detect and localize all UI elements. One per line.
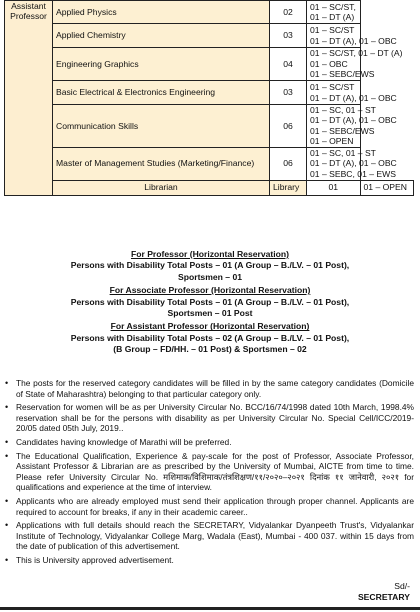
assistant-line-1: Persons with Disability Total Posts – 02 (A Group – B./LV. – 01 Post),	[70, 332, 350, 343]
secretary-title: SECRETARY	[357, 592, 410, 602]
table-row	[5, 81, 414, 105]
reservation-line: 01 – SEBC, 01 – EWS	[310, 168, 396, 179]
reservation-line: 01 – DT (A), 01 – OBC	[310, 35, 397, 46]
table-row	[5, 147, 414, 180]
professor-line-1: Persons with Disability Total Posts – 01 (A Group – B./LV. – 01 Post),	[70, 260, 350, 271]
bullet-icon: •	[5, 436, 9, 447]
bullet-icon: •	[5, 402, 9, 413]
posts-table	[4, 0, 414, 196]
reservation-cell	[307, 147, 397, 180]
note-text: Applications with full details should reach the SECRETARY, Vidyalankar Dyanpeeth Trust's, Vidyalankar Institute of Technology, Vidyalankar College Marg, Wadala (East), Mumbai - 400 037. within 15 days from the date of publication of this advertisement.	[16, 520, 414, 552]
note-item	[4, 496, 414, 517]
note-text: This is University approved advertisement.	[16, 554, 174, 565]
reservation-line: 01 – DT (A), 01 – OBC	[310, 92, 397, 103]
reservation-cell	[307, 105, 397, 148]
table-row	[5, 24, 414, 48]
posts-cell: 03	[270, 81, 307, 105]
associate-heading: For Associate Professor (Horizontal Reservation)	[109, 285, 311, 296]
posts-cell: 04	[270, 48, 307, 81]
assistant-line-2: (B Group – FD/HH. – 01 Post) & Sportsmen – 02	[113, 344, 307, 355]
horizontal-reservation	[0, 249, 420, 356]
reservation-line: 01 – SC, 01 – ST	[310, 105, 376, 115]
reservation-line: 01 – DT (A), 01 – OBC	[310, 115, 397, 126]
signature-block	[358, 581, 410, 603]
table-row	[5, 1, 414, 24]
note-text: Candidates having knowledge of Marathi will be preferred.	[16, 436, 232, 447]
subject-cell: Applied Chemistry	[53, 24, 270, 48]
bullet-icon: •	[5, 554, 9, 565]
reservation-cell	[360, 180, 414, 195]
subject-cell: Communication Skills	[53, 105, 270, 148]
reservation-line: 01 – SEBC/EWS	[310, 125, 375, 136]
reservation-line: 01 – SC/ST,	[310, 1, 356, 12]
category-assistant-professor: Assistant Professor	[5, 1, 53, 196]
note-item	[4, 437, 414, 448]
note-text: Applicants who are already employed must send their application through proper channel. Applicants are required to account for breaks, if any in their academic career..	[16, 495, 414, 517]
reservation-line: 01 – OPEN	[363, 182, 407, 193]
reservation-line: 01 – DT (A), 01 – OBC	[310, 158, 397, 169]
category-librarian: Librarian	[53, 180, 270, 195]
reservation-line: 01 – SC/ST	[310, 82, 355, 93]
reservation-line: 01 – SC, 01 – ST	[310, 148, 376, 159]
reservation-cell	[307, 24, 397, 48]
assistant-heading: For Assistant Professor (Horizontal Reservation)	[110, 321, 310, 332]
bullet-icon: •	[5, 520, 9, 531]
table-row	[5, 105, 414, 148]
bullet-icon: •	[5, 378, 9, 388]
note-item	[4, 555, 414, 566]
reservation-line: 01 – OBC	[310, 58, 348, 69]
bullet-icon: •	[5, 495, 9, 506]
notes-list	[4, 378, 414, 569]
professor-line-2: Sportsmen – 01	[178, 271, 242, 282]
reservation-line: 01 – DT (A)	[310, 12, 355, 22]
table-row	[5, 180, 414, 195]
subject-cell: Library	[270, 180, 307, 195]
reservation-line: 01 – SC/ST, 01 – DT (A)	[310, 48, 403, 59]
reservation-cell	[307, 1, 361, 24]
table-row	[5, 48, 414, 81]
posts-cell: 06	[270, 147, 307, 180]
reservation-line: 01 – SEBC/EWS	[310, 69, 375, 80]
subject-cell: Basic Electrical & Electronics Engineering	[53, 81, 270, 105]
note-item	[4, 378, 414, 399]
professor-heading: For Professor (Horizontal Reservation)	[130, 249, 290, 259]
associate-line-2: Sportsmen – 01 Post	[167, 308, 253, 319]
bottom-rule	[0, 607, 420, 610]
subject-cell: Applied Physics	[53, 1, 270, 24]
reservation-line: 01 – OPEN	[310, 136, 354, 147]
reservation-line: 01 – SC/ST	[310, 25, 355, 36]
reservation-cell	[307, 81, 397, 105]
note-item	[4, 402, 414, 434]
posts-cell: 06	[270, 105, 307, 148]
posts-cell: 03	[270, 24, 307, 48]
note-text: The Educational Qualification, Experience & pay-scale for the post of Professor, Associate Professor, Assistant Professor & Librarian are as prescribed by the University of Mumbai, AICTE from time to time. Please refer University Circular No. मशिमाक/विशिमाक/तंत्रशिक्षण/११/२०२०–२०२१ दिनांक ११ जानेवारी, २०२१ for qualifications and experience at the time of interview.	[16, 450, 414, 493]
note-item	[4, 520, 414, 552]
subject-cell: Engineering Graphics	[53, 48, 270, 81]
sd-mark: Sd/-	[394, 581, 410, 591]
note-item	[4, 451, 414, 493]
posts-cell: 01	[307, 180, 361, 195]
subject-cell: Master of Management Studies (Marketing/Finance)	[53, 147, 270, 180]
bullet-icon: •	[5, 450, 9, 461]
reservation-cell	[307, 48, 403, 81]
note-text: Reservation for women will be as per University Circular No. BCC/16/74/1998 dated 10th March, 1998.4% reservation shall be for the persons with disability as per University Circular No. Special Cell/ICC/2019- 20/05 dated 05th July, 2019..	[16, 402, 414, 434]
posts-cell: 02	[270, 1, 307, 24]
note-text: The posts for the reserved category candidates will be filled in by the same category candidates (Domicile of State of Maharashtra) belonging to that particular category only.	[16, 378, 414, 399]
associate-line-1: Persons with Disability Total Posts – 01 (A Group – B./LV. – 01 Post),	[70, 296, 350, 307]
